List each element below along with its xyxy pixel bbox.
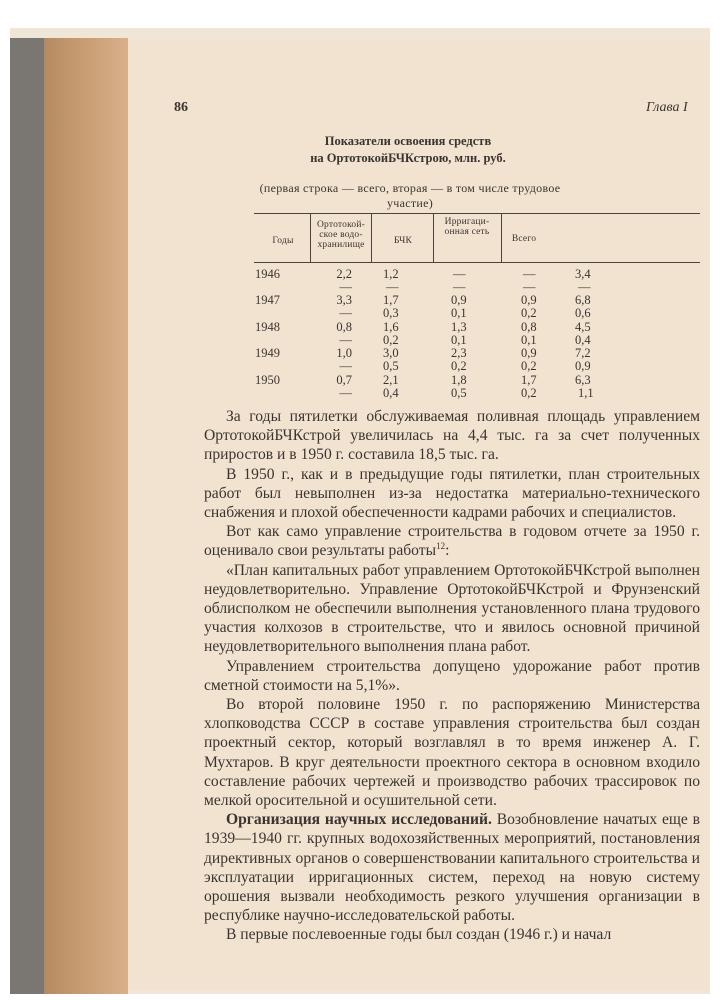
table-cell-irrigation: 0,9 (451, 293, 467, 307)
table-header-rule (254, 262, 700, 263)
table-cell-col4: 1,7 (521, 373, 537, 387)
table-header-bchk: БЧК (393, 236, 413, 246)
table-cell-irrigation: 1,3 (451, 320, 467, 334)
table-note-line-2: участие) (386, 196, 434, 210)
table-cell-year: 1947 (255, 293, 280, 307)
table-cell-bchk: 0,3 (383, 306, 399, 320)
paragraph (204, 522, 700, 560)
paragraph: Во второй половине 1950 г. по распоряжению Министерства хлопководства СССР в составе управления строительства был создан проектный сектор, который возглавлял в то время инженер А. Г. Мухтаров. В круг деятельности проектного сектора в основном входило составление рабочих чертежей и производство рабочих трассировок по мелкой оросительной и осушительной сети. (204, 696, 700, 810)
table-cell-reservoir: 3,3 (336, 293, 352, 307)
table-cell-year: 1946 (255, 267, 280, 281)
table-cell-col4: 0,9 (521, 293, 537, 307)
paragraph: В 1950 г., как и в предыдущие годы пятилетки, план строительных работ был невыполнен из-за недостатка материально-технического снабжения и плохой обеспеченности кадрами рабочих и специалистов. (204, 465, 700, 522)
quotation: Управлением строительства допущено удорожание работ против сметной стоимости на 5,1%». (204, 657, 700, 694)
table-cell-col4: 0,8 (521, 320, 537, 334)
body-text (204, 407, 700, 945)
table-cell-col4: 0,2 (521, 306, 537, 320)
table-header-reservoir: Ортотокой-ское водо-хранилище (316, 220, 366, 250)
table-cell-total: 0,6 (575, 306, 591, 320)
table-cell-year: 1949 (255, 346, 280, 360)
table-cell-irrigation: 0,1 (451, 333, 467, 347)
paragraph-text: Вот как само управление строительства в годовом отчете за 1950 г. оценивало свои результаты работы (204, 523, 700, 560)
table-note-line-1: (первая строка — всего, вторая — в том числе трудовое (259, 181, 561, 195)
table-column-divider (371, 213, 372, 262)
table-cell-bchk: 2,1 (383, 373, 399, 387)
table-cell-total: 1,1 (578, 386, 594, 400)
table-cell-col4: 0,2 (521, 386, 537, 400)
table-cell-col4: — (523, 267, 536, 281)
table-cell-bchk: 1,7 (383, 293, 399, 307)
quotation: «План капитальных работ управлением ОртотокойБЧКстрой выполнен неудовлетворительно. Управление ОртотокойБЧКстрой и Фрунзенский облисполком не обеспечили выполнения установленного плана трудового участия колхозов в строительстве, что и явилось основной причиной неудовлетворительного выполнения плана работ. (204, 561, 700, 656)
table-title-line-1: Показатели освоения средств (324, 134, 492, 148)
footnote-ref: 12 (436, 541, 446, 552)
table-cell-irrigation: 2,3 (451, 346, 467, 360)
paragraph-text: Возобновление начатых еще в 1939—1940 гг. крупных водохозяйственных мероприятий, постановления директивных органов о совершенствовании капитального строительства и эксплуатации ирригационных систем, переход на новую систему орошения вызвали необходимость резкого улучшения организации в республике научно-исследовательской работы. (204, 811, 700, 925)
table-cell-irrigation: — (453, 267, 466, 281)
table-cell-year: 1948 (255, 320, 280, 334)
table-cell-reservoir: 2,2 (336, 267, 352, 281)
table-cell-total: 3,4 (575, 267, 591, 281)
section-heading: Организация научных исследований. (226, 811, 492, 829)
table-cell-total: 6,8 (575, 293, 591, 307)
table-column-divider (433, 213, 434, 262)
table-cell-col4: 0,1 (521, 333, 537, 347)
table-header-total: Всего (511, 234, 537, 244)
table-cell-irrigation: — (453, 280, 466, 294)
running-head: Глава I (646, 100, 688, 115)
table-cell-total: 0,4 (575, 333, 591, 347)
table-cell-bchk: 1,2 (383, 267, 399, 281)
table-cell-bchk: 0,4 (383, 386, 399, 400)
page-number: 86 (174, 100, 188, 115)
table-column-divider (501, 213, 502, 262)
table-note (248, 181, 572, 211)
paragraph (204, 810, 700, 925)
table-cell-col4: 0,2 (521, 359, 537, 373)
book-spine-shadow (44, 38, 128, 994)
table-cell-total: — (578, 280, 591, 294)
table-cell-bchk: 0,5 (383, 359, 399, 373)
table-cell-reservoir: — (339, 306, 352, 320)
table-cell-irrigation: 0,5 (451, 386, 467, 400)
table-column-divider (310, 213, 311, 262)
table-cell-total: 6,3 (575, 373, 591, 387)
table-top-rule (254, 213, 700, 214)
table-cell-reservoir: — (339, 386, 352, 400)
table-cell-reservoir: 0,8 (336, 320, 352, 334)
table-cell-total: 0,9 (575, 359, 591, 373)
table-cell-irrigation: 0,2 (451, 359, 467, 373)
table-cell-irrigation: 0,1 (451, 306, 467, 320)
table-cell-irrigation: 1,8 (451, 373, 467, 387)
table-title-line-2: на ОртотокойБЧКстрою, млн. руб. (310, 151, 506, 165)
table-cell-reservoir: 1,0 (336, 346, 352, 360)
paragraph: За годы пятилетки обслуживаемая поливная площадь управлением ОртотокойБЧКстрой увеличилась на 4,4 тыс. га за счет полученных приростов и в 1950 г. составила 18,5 тыс. га. (204, 408, 700, 464)
paragraph: В первые послевоенные годы был создан (1946 г.) и начал (226, 926, 612, 944)
table-cell-col4: — (523, 280, 536, 294)
table-header-irrigation: Ирригаци-онная сеть (444, 217, 490, 237)
paragraph-punct: : (445, 542, 450, 560)
table-cell-reservoir: — (339, 359, 352, 373)
table-cell-reservoir: — (339, 280, 352, 294)
table-cell-bchk: 0,2 (383, 333, 399, 347)
table-cell-reservoir: 0,7 (336, 373, 352, 387)
table-cell-bchk: 3,0 (383, 346, 399, 360)
table-cell-reservoir: — (339, 333, 352, 347)
table-cell-col4: 0,9 (521, 346, 537, 360)
table-cell-total: 7,2 (575, 346, 591, 360)
book-left-edge (10, 38, 44, 994)
table-title (278, 133, 538, 167)
table-cell-bchk: 1,6 (383, 320, 399, 334)
table-cell-year: 1950 (255, 373, 280, 387)
table-cell-total: 4,5 (575, 320, 591, 334)
table-cell-bchk: — (386, 280, 399, 294)
table-header-years: Годы (272, 236, 294, 246)
book-page (128, 40, 708, 990)
